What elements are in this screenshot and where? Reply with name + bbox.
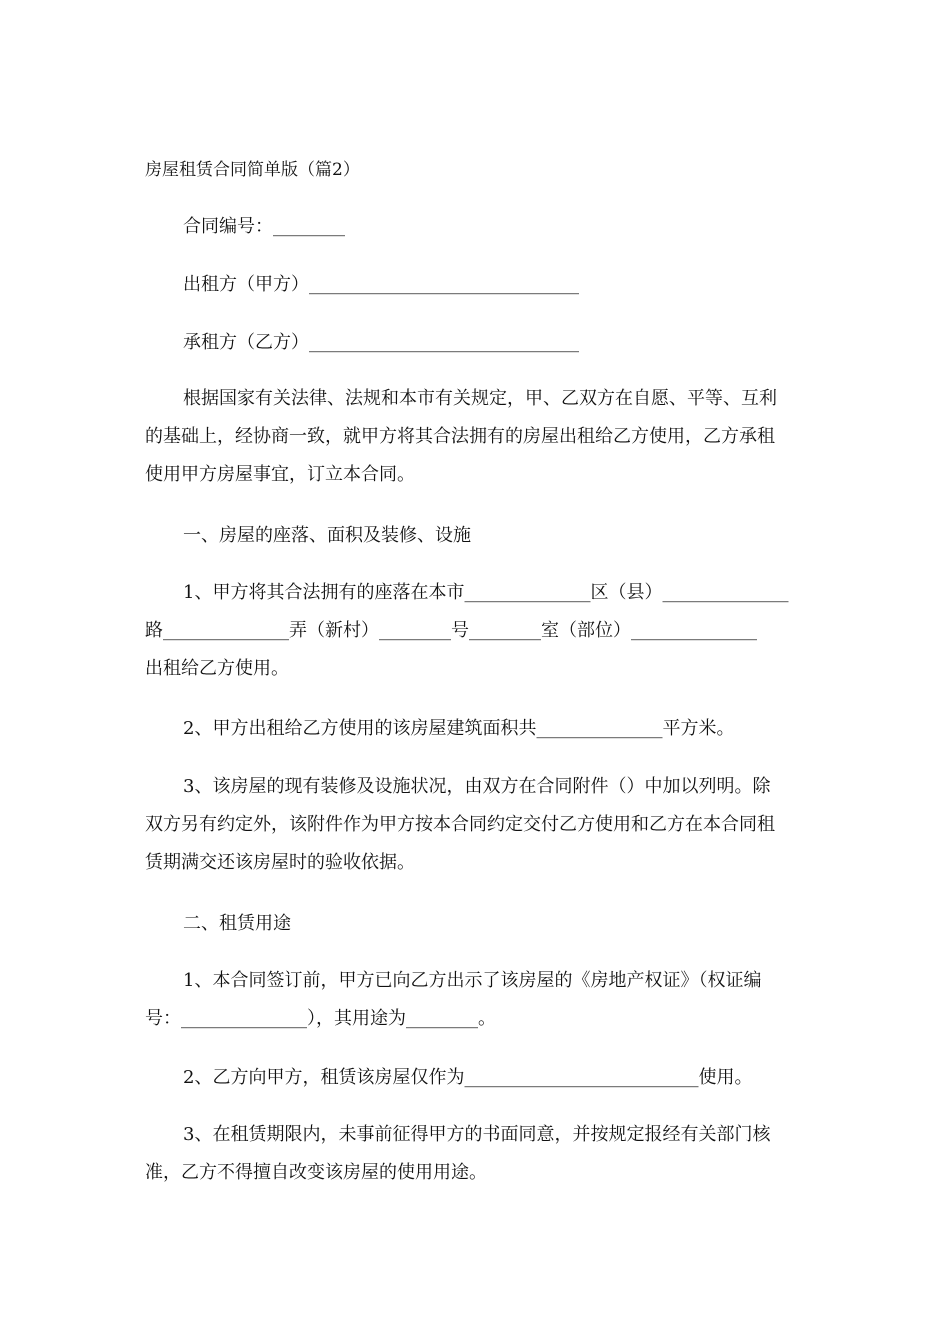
section-2-item-2: 2、乙方向甲方，租赁该房屋仅作为__________________________使用。: [183, 1067, 753, 1088]
s2-item3-line-1: 3、在租赁期限内，未事前征得甲方的书面同意，并按规定报经有关部门核: [183, 1124, 771, 1145]
s1-item3-line-2: 双方另有约定外，该附件作为甲方按本合同约定交付乙方使用和乙方在本合同租: [145, 814, 775, 835]
s2-item3-line-2: 准，乙方不得擅自改变该房屋的使用用途。: [145, 1162, 487, 1183]
contract-number-line: 合同编号：________: [183, 216, 345, 237]
lessee-line: 承租方（乙方）______________________________: [183, 332, 579, 353]
s1-item3-line-1: 3、该房屋的现有装修及设施状况，由双方在合同附件（）中加以列明。除: [183, 776, 771, 797]
s1-item1-line-3: 出租给乙方使用。: [145, 658, 289, 679]
section-2-heading: 二、租赁用途: [183, 913, 291, 934]
section-2-item-1: [145, 962, 810, 1038]
document-title: 房屋租赁合同简单版（篇2）: [145, 160, 360, 180]
section-1-item-1: [145, 574, 810, 688]
s1-item3-line-3: 赁期满交还该房屋时的验收依据。: [145, 852, 415, 873]
intro-line-1: 根据国家有关法律、法规和本市有关规定，甲、乙双方在自愿、平等、互利: [183, 388, 777, 409]
s1-item1-line-2: 路______________弄（新村）________号________室（部位）______________: [145, 620, 757, 641]
lessor-line: 出租方（甲方）______________________________: [183, 274, 579, 295]
intro-paragraph: [145, 380, 810, 494]
section-1-heading: 一、房屋的座落、面积及装修、设施: [183, 525, 471, 546]
s1-item1-line-1: 1、甲方将其合法拥有的座落在本市______________区（县）______________: [183, 582, 789, 603]
section-2-item-3: [145, 1116, 810, 1192]
intro-line-3: 使用甲方房屋事宜，订立本合同。: [145, 464, 415, 485]
section-1-item-3: [145, 768, 810, 882]
intro-line-2: 的基础上，经协商一致，就甲方将其合法拥有的房屋出租给乙方使用，乙方承租: [145, 426, 775, 447]
section-1-item-2: 2、甲方出租给乙方使用的该房屋建筑面积共______________平方米。: [183, 718, 735, 739]
s2-item1-line-2: 号：______________），其用途为________。: [145, 1008, 496, 1029]
s2-item1-line-1: 1、本合同签订前，甲方已向乙方出示了该房屋的《房地产权证》（权证编: [183, 970, 762, 991]
